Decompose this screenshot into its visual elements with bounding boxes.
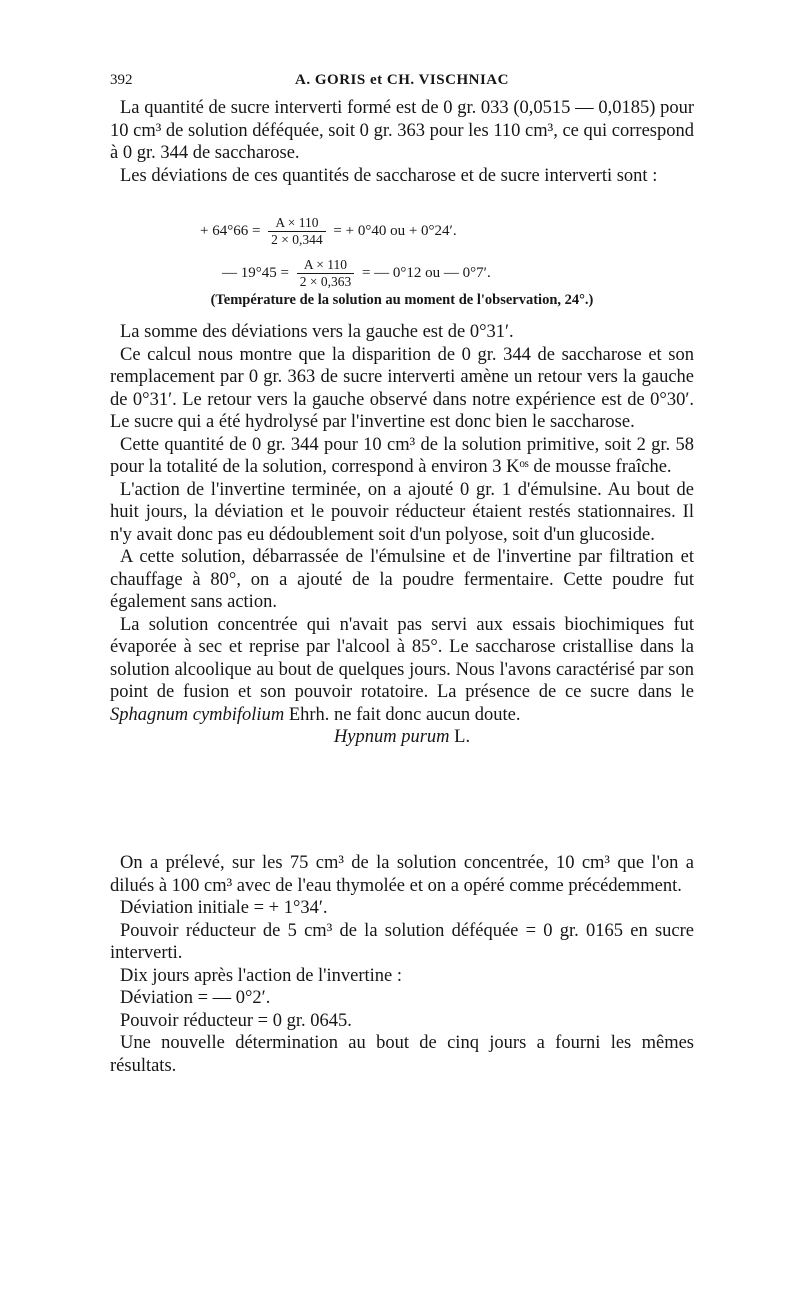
fraction-denominator: 2 × 0,363 [299, 274, 352, 289]
section-species: Hypnum purum [333, 727, 450, 747]
equation-2 [222, 257, 491, 290]
fraction [268, 215, 326, 248]
paragraph: Déviation initiale = + 1°34′. [120, 898, 328, 918]
page-header [110, 72, 694, 94]
fraction [297, 257, 355, 290]
paragraph [110, 614, 694, 727]
paragraph: La somme des déviations vers la gauche est de 0°31′. [120, 322, 514, 342]
paragraph: La quantité de sucre interverti formé est de 0 gr. 033 (0,0515 — 0,0185) pour 10 cm³ de solution déféquée, soit 0 gr. 363 pour les 110 cm³, ce qui correspond à 0 gr. 344 de saccharose. [110, 98, 694, 163]
paragraph: Ce calcul nous montre que la disparition de 0 gr. 344 de saccharose et son remplacement par 0 gr. 363 de sucre interverti amène un retour vers la gauche de 0°31′. Le retour vers la gauche observé dans notre expérience est de 0°30′. Le sucre qui a été hydrolysé par l'invertine est donc bien le saccharose. [110, 344, 694, 432]
species-name: Sphagnum cymbifolium [110, 704, 285, 725]
equation-lhs: + 64°66 = [200, 222, 261, 239]
paragraph: Dix jours après l'action de l'invertine : [120, 965, 403, 986]
fraction-numerator: A × 110 [268, 215, 326, 232]
paragraph: A cette solution, débarrassée de l'émulsine et de l'invertine par filtration et chauffage à 80°, on a ajouté de la poudre fermentaire. Cette poudre fut également sans action. [110, 547, 694, 612]
text-run: Ehrh. ne fait donc aucun doute. [284, 704, 521, 725]
fraction-numerator: A × 110 [297, 257, 355, 274]
paragraph: Pouvoir réducteur = 0 gr. 0645. [120, 1010, 352, 1031]
paragraph: Les déviations de ces quantités de saccharose et de sucre interverti sont : [120, 165, 658, 186]
section-heading [110, 726, 694, 749]
paragraph: Cette quantité de 0 gr. 344 pour 10 cm³ de la solution primitive, soit 2 gr. 58 pour la totalité de la solution, correspond à environ 3 Kᵒˢ de mousse fraîche. [110, 434, 694, 477]
equation-rhs: = — 0°12 ou — 0°7′. [361, 264, 491, 281]
paragraph-block-3 [110, 852, 694, 1077]
page-number: 392 [110, 72, 133, 88]
paragraph-block-1 [110, 97, 694, 187]
paragraph: Déviation = — 0°2′. [120, 988, 271, 1008]
equation-1 [200, 215, 457, 248]
paragraph: Pouvoir réducteur de 5 cm³ de la solution déféquée = 0 gr. 0165 en sucre interverti. [110, 920, 694, 963]
paragraph: On a prélevé, sur les 75 cm³ de la solution concentrée, 10 cm³ que l'on a dilués à 100 cm³ avec de l'eau thymolée et on a opéré comme précédemment. [110, 853, 694, 896]
equation-rhs: = + 0°40 ou + 0°24′. [333, 222, 457, 239]
paragraph: L'action de l'invertine terminée, on a ajouté 0 gr. 1 d'émulsine. Au bout de huit jours, la déviation et le pouvoir réducteur étaient restés stationnaires. Il n'y avait donc pas eu dédoublement soit d'un polyose, soit d'un glucoside. [110, 479, 694, 545]
text-run: La solution concentrée qui n'avait pas servi aux essais biochimiques fut évaporée à sec et reprise par l'alcool à 85°. Le saccharose cristallise dans la solution alcoolique au bout de quelques jours. Nous l'avons caractérisé par son point de fusion et son pouvoir rotatoire. La présence de ce sucre dans le [110, 614, 694, 702]
equation-lhs: — 19°45 = [222, 264, 289, 281]
paragraph-block-2 [110, 321, 694, 749]
fraction-denominator: 2 × 0,344 [271, 232, 323, 247]
running-title: A. GORIS et CH. VISCHNIAC [295, 72, 509, 88]
section-author: L. [449, 727, 471, 747]
paragraph: Une nouvelle détermination au bout de cinq jours a fourni les mêmes résultats. [110, 1033, 694, 1076]
temperature-note: (Température de la solution au moment de l'observation, 24°.) [210, 292, 594, 308]
